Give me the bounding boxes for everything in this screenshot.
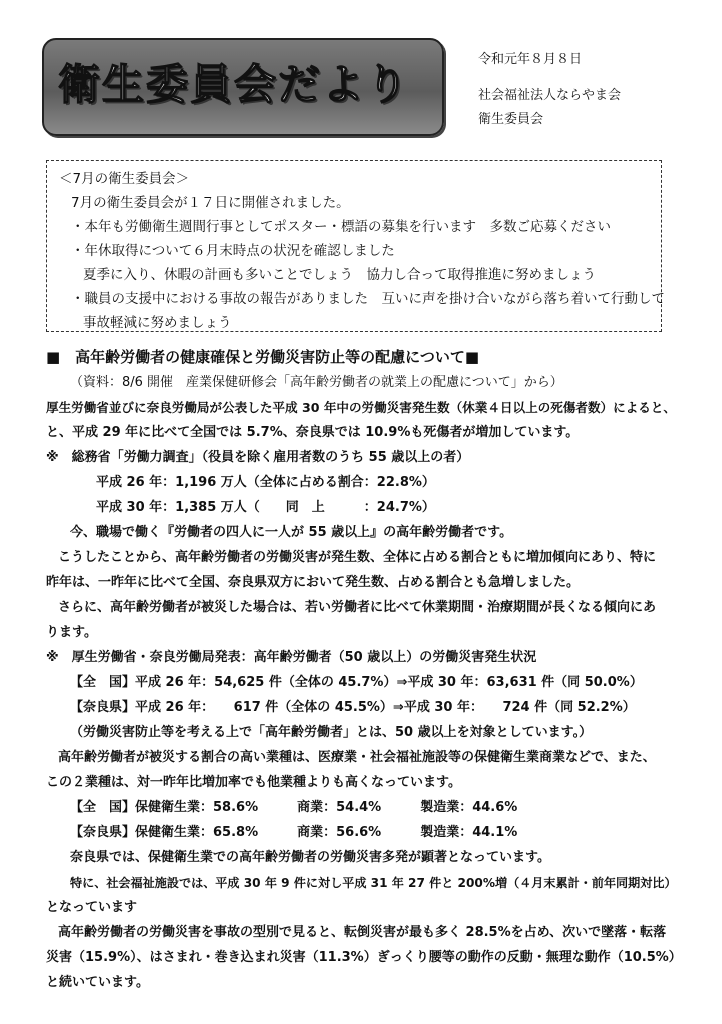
article-line: 平成 26 年：1,196 万人（全体に占める割合：22.8%）: [96, 475, 435, 490]
organization-name: 社会福祉法人ならやま会: [478, 88, 622, 103]
notice-item: ・職員の支援中における事故の報告がありました 互いに声を掛け合いながら落ち着いて行動して: [71, 291, 665, 307]
article-line: （資料：8/6 開催 産業保健研修会「高年齢労働者の就業上の配慮について」から）: [70, 375, 563, 390]
article-line: 奈良県では、保健衛生業での高年齢労働者の労働災害多発が顕著となっています。: [70, 850, 550, 865]
issue-date: 令和元年８月８日: [478, 52, 583, 67]
committee-name: 衛生委員会: [478, 112, 544, 127]
article-heading: ■ 高年齢労働者の健康確保と労働災害防止等の配慮について■: [46, 348, 480, 366]
notice-heading: ＜7月の衛生委員会＞: [59, 171, 190, 187]
notice-item: 夏季に入り、休暇の計画も多いことでしょう 協力し合って取得推進に努めましょう: [83, 267, 596, 283]
notice-item: 事故軽減に努めましょう: [83, 315, 232, 331]
article-line: さらに、高年齢労働者が被災した場合は、若い労働者に比べて休業期間・治療期間が長くなる傾向にあ: [58, 600, 657, 615]
notice-intro: 7月の衛生委員会が１７日に開催されました。: [71, 195, 350, 211]
article-line: 高年齢労働者が被災する割合の高い業種は、医療業・社会福祉施設等の保健衛生業商業などで、また、: [58, 750, 656, 765]
article-line: （労働災害防止等を考える上で「高年齢労働者」とは、50 歳以上を対象としています。）: [70, 725, 593, 740]
article-line: 【全 国】保健衛生業：58.6% 商業：54.4% 製造業：44.6%: [70, 800, 518, 815]
article-line: 特に、社会福祉施設では、平成 30 年 9 件に対し平成 31 年 27 件と 200%増（４月末累計・前年同期対比）: [70, 876, 677, 890]
article-line: ※ 総務省「労働力調査」（役員を除く雇用者数のうち 55 歳以上の者）: [46, 450, 470, 465]
article-line: 【全 国】平成 26 年：54,625 件（全体の 45.7%）⇒平成 30 年：63,631 件（同 50.0%）: [70, 675, 643, 690]
newsletter-title: 衛生委員会だより: [58, 60, 411, 109]
article-line: 昨年は、一昨年に比べて全国、奈良県双方において発生数、占める割合とも急増しました。: [46, 575, 580, 590]
article-line: 厚生労働省並びに奈良労働局が公表した平成 30 年中の労働災害発生数（休業４日以上の死傷者数）によると、: [46, 400, 677, 415]
article-line: ※ 厚生労働省・奈良労働局発表：高年齢労働者（50 歳以上）の労働災害発生状況: [46, 650, 537, 665]
notice-item: ・本年も労働衛生週間行事としてポスター・標語の募集を行います 多数ご応募ください: [71, 219, 611, 235]
article-line: 平成 30 年：1,385 万人（ 同 上 ：24.7%）: [96, 500, 435, 515]
article-line: 高年齢労働者の労働災害を事故の型別で見ると、転倒災害が最も多く 28.5%を占め、次いで墜落・転落: [58, 925, 667, 940]
article-line: この２業種は、対一昨年比増加率でも他業種よりも高くなっています。: [46, 775, 461, 790]
article-line: 災害（15.9%）、はさまれ・巻き込まれ災害（11.3%）ぎっくり腰等の動作の反動・無理な動作（10.5%）: [46, 950, 682, 965]
article-line: と、平成 29 年に比べて全国では 5.7%、奈良県では 10.9%も死傷者が増加しています。: [46, 425, 579, 440]
article-line: ります。: [46, 625, 97, 640]
article-line: 今、職場で働く『労働者の四人に一人が 55 歳以上』の高年齢労働者です。: [70, 525, 513, 540]
article-line: こうしたことから、高年齢労働者の労働災害が発生数、全体に占める割合ともに増加傾向にあり、特に: [58, 550, 657, 565]
article-line: となっています: [46, 900, 138, 915]
notice-box: [46, 160, 665, 332]
article-line: 【奈良県】平成 26 年： 617 件（全体の 45.5%）⇒平成 30 年： 724 件（同 52.2%）: [70, 700, 636, 715]
notice-item: ・年休取得について６月末時点の状況を確認しました: [71, 243, 395, 259]
article-line: と続いています。: [46, 975, 149, 990]
article-line: 【奈良県】保健衛生業：65.8% 商業：56.6% 製造業：44.1%: [70, 825, 518, 840]
